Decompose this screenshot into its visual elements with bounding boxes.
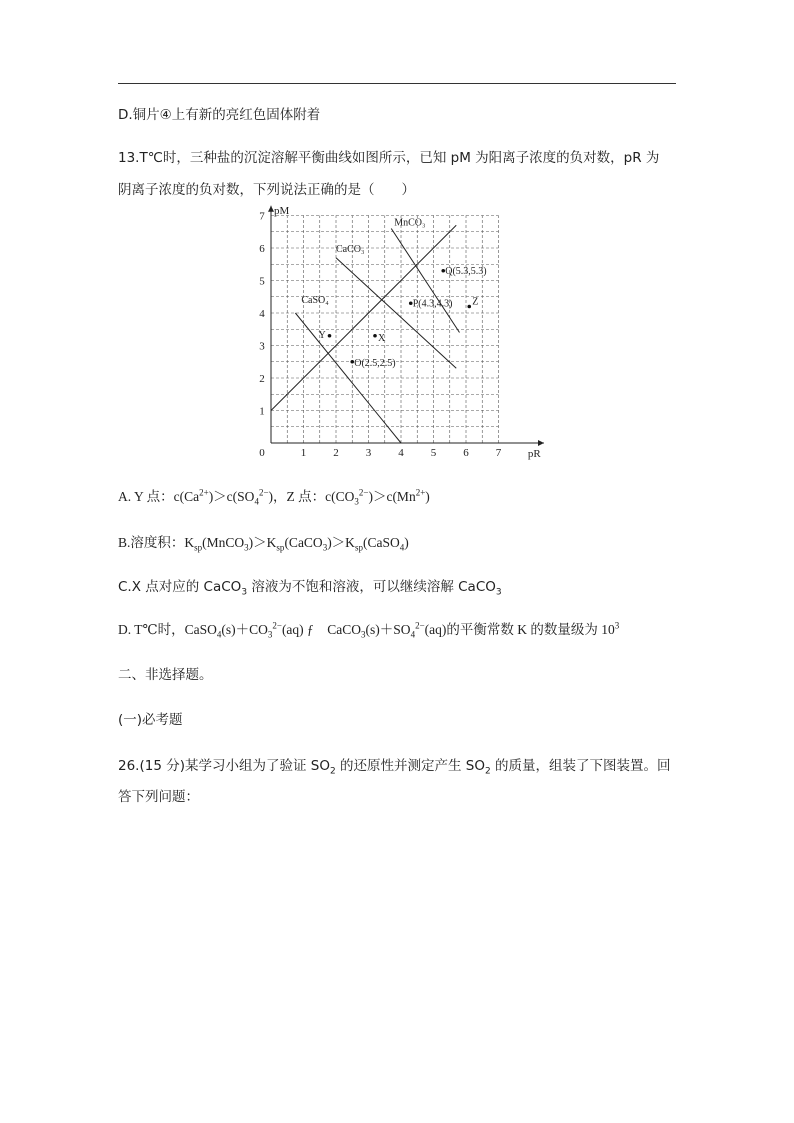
- point-label: Z: [472, 296, 479, 308]
- y-axis-label: pM: [274, 204, 290, 217]
- question-26-line2: 答下列问题：: [118, 789, 199, 805]
- option-b: B.溶度积：$K_{sp}(MnCO_3)>K_{sp}(CaCO_3)>K_{sp}(CaSO_4)$: [118, 535, 409, 553]
- y-tick-label: 7: [259, 210, 265, 223]
- option-d-previous: D.铜片④上有新的亮红色固体附着: [118, 107, 321, 123]
- point-label: P(4.3,4.3): [412, 298, 453, 310]
- x-tick-label: 1: [300, 447, 307, 459]
- data-point: [373, 334, 377, 338]
- section-required: (一)必考题: [118, 712, 183, 728]
- series-label: MnCO₃: [394, 217, 426, 229]
- point-label: Y: [318, 329, 326, 341]
- x-tick-label: 7: [495, 447, 502, 459]
- data-point: [467, 305, 471, 309]
- section-nonchoice: 二、非选择题。: [118, 667, 213, 683]
- x-tick-label: 4: [398, 447, 404, 459]
- y-tick-label: 2: [259, 373, 265, 385]
- x-axis-arrow: [538, 440, 544, 446]
- series-label: CaSO₄: [301, 295, 329, 306]
- x-tick-label: 0: [259, 447, 265, 459]
- x-tick-label: 2: [333, 447, 339, 459]
- header-rule: [118, 83, 676, 84]
- x-tick-label: 6: [463, 447, 469, 459]
- solubility-chart: [254, 204, 544, 462]
- y-tick-label: 4: [259, 308, 265, 320]
- question-13-line2: 阴离子浓度的负对数，下列说法正确的是（ ）: [118, 182, 415, 198]
- data-point: [328, 334, 332, 338]
- x-tick-label: 5: [430, 447, 437, 459]
- point-label: X: [378, 332, 386, 344]
- y-tick-label: 5: [259, 275, 265, 288]
- x-tick-label: 3: [365, 447, 372, 459]
- option-d: D. T℃时，$CaSO_4(s)+CO_3^{2-}(aq)$ ƒ $CaCO_3(s)+SO_4^{2-}(aq)$的平衡常数 K 的数量级为 $10^3$: [118, 620, 620, 640]
- y-tick-label: 1: [259, 405, 265, 418]
- y-tick-label: 3: [259, 340, 265, 353]
- series-label: CaCO₃: [336, 243, 365, 255]
- y-tick-label: 6: [259, 243, 265, 255]
- point-label: Q(5.3,5.3): [445, 265, 487, 277]
- point-label: O(2.5,2.5): [354, 357, 396, 369]
- option-a: A. Y 点：$c(Ca^{2+})>c(SO_4^{2-})$，Z 点：$c(CO_3^{2-})>c(Mn^{2+})$: [118, 487, 430, 507]
- question-26-line1: 26.(15 分)某学习小组为了验证 $SO_2$ 的还原性并测定产生 $SO_2$ 的质量，组装了下图装置。回: [118, 758, 671, 777]
- option-c: C.X 点对应的 CaCO$_3$ 溶液为不饱和溶液，可以继续溶解 CaCO$_3$: [118, 579, 502, 598]
- question-13-line1: 13.T℃时，三种盐的沉淀溶解平衡曲线如图所示，已知 pM 为阳离子浓度的负对数，pR 为: [118, 150, 660, 166]
- x-axis-label: pR: [527, 448, 541, 460]
